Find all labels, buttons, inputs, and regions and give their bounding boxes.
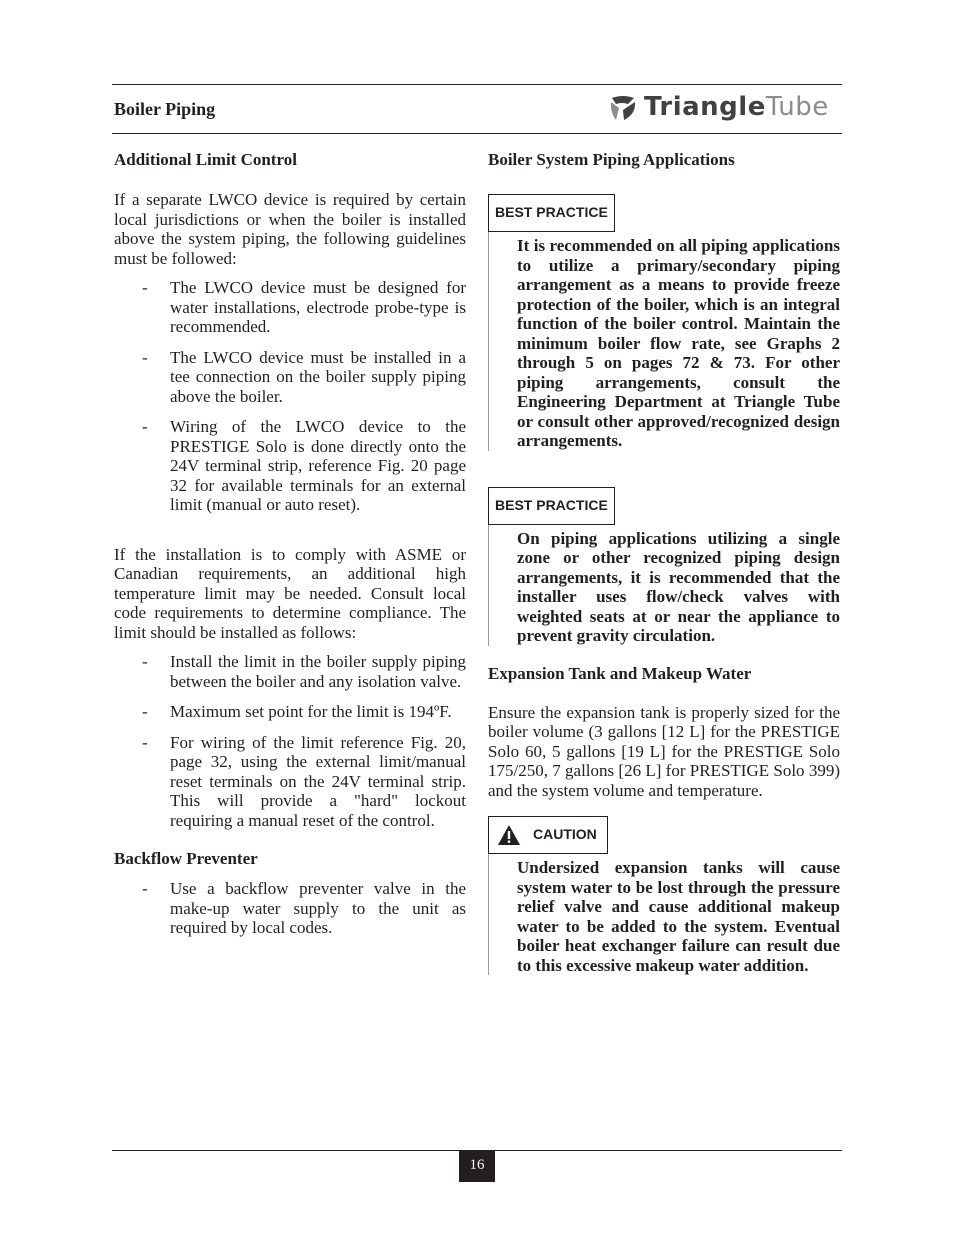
best-practice-box	[488, 194, 840, 451]
caution-label: CAUTION	[488, 816, 608, 854]
applications-heading: Boiler System Piping Applications	[488, 150, 735, 169]
list-item: - Wiring of the LWCO device to the PRESTIGE Solo is done directly onto the 24V terminal strip, reference Fig. 20 page 32 for available terminals for an external limit (manual or auto reset).	[142, 417, 466, 514]
header-rule-top	[112, 84, 842, 85]
best-practice-box	[488, 487, 840, 646]
warning-icon	[497, 824, 521, 846]
best-practice-label: BEST PRACTICE	[488, 194, 615, 232]
limit-intro: If a separate LWCO device is required by certain local jurisdictions or when the boiler is installed above the system piping, the following guidelines must be followed:	[114, 190, 466, 268]
logo-text: TriangleTube	[644, 92, 829, 122]
header-rule-bottom	[112, 133, 842, 134]
list-item: - The LWCO device must be designed for water installations, electrode probe-type is recommended.	[142, 278, 466, 336]
list-item: - The LWCO device must be installed in a tee connection on the boiler supply piping above the boiler.	[142, 347, 466, 406]
best-practice-label: BEST PRACTICE	[488, 487, 615, 525]
backflow-heading: Backflow Preventer	[114, 849, 258, 868]
triangle-tube-logo-icon	[608, 92, 638, 122]
asme-list	[114, 652, 466, 830]
caution-text: Undersized expansion tanks will cause system water to be lost through the pressure relief valve and cause additional makeup water to be added to the system. Eventual boiler heat exchanger failure can result due to this excessive makeup water addition.	[517, 858, 840, 975]
backflow-list	[114, 879, 466, 938]
expansion-heading: Expansion Tank and Makeup Water	[488, 663, 752, 683]
left-column	[114, 150, 466, 949]
triangle-tube-logo	[608, 90, 829, 124]
list-item: - Install the limit in the boiler supply piping between the boiler and any isolation valve.	[142, 652, 466, 691]
asme-intro: If the installation is to comply with ASME or Canadian requirements, an additional high temperature limit may be needed. Consult local code requirements to determine compliance. The limit should be installed as follows:	[114, 544, 466, 642]
section-title: Boiler Piping	[114, 99, 216, 119]
list-item: - For wiring of the limit reference Fig. 20, page 32, using the external limit/manual reset terminals on the 24V terminal strip. This will provide a "hard" lockout requiring a manual reset of the control.	[142, 732, 466, 830]
limit-heading: Additional Limit Control	[114, 150, 297, 169]
caution-box	[488, 816, 840, 975]
best-practice-text: It is recommended on all piping applications to utilize a primary/secondary piping arrangement as a means to provide freeze protection of the boiler, which is an integral function of the boiler control. Maintain the minimum boiler flow rate, see Graphs 2 through 5 on pages 72 & 73. For other piping arrangements, consult the Engineering Department at Triangle Tube or consult other approved/recognized design arrangements.	[517, 236, 840, 450]
list-item: - Maximum set point for the limit is 194ºF.	[142, 702, 452, 721]
limit-list	[114, 278, 466, 515]
best-practice-text: On piping applications utilizing a single zone or other recognized piping design arrangements, it is recommended that the installer uses flow/check valves with weighted seats at or near the appliance to prevent gravity circulation.	[517, 528, 840, 645]
list-item: - Use a backflow preventer valve in the make-up water supply to the unit as required by local codes.	[142, 879, 466, 937]
expansion-text: Ensure the expansion tank is properly sized for the boiler volume (3 gallons [12 L] for the PRESTIGE Solo 60, 5 gallons [19 L] for the PRESTIGE Solo 175/250, 7 gallons [26 L] for PRESTIGE Solo 399) and the system volume and temperature.	[488, 702, 840, 800]
page-number: 16	[459, 1151, 495, 1182]
right-column	[488, 150, 840, 975]
